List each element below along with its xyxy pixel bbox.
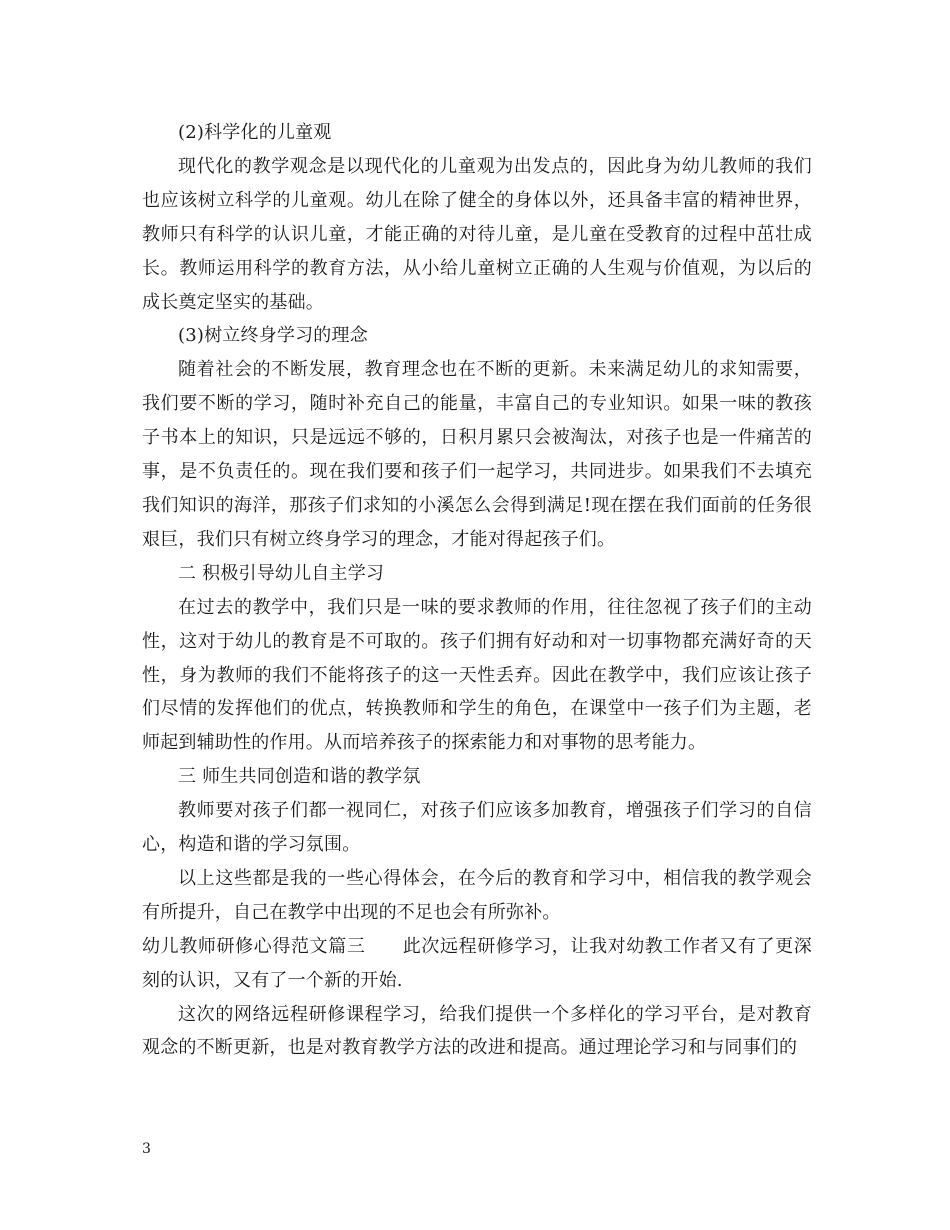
paragraph-summary: 以上这些都是我的一些心得体会，在今后的教育和学习中，相信我的教学观会有所提升，自己在教学中出现的不足也会有所弥补。 <box>142 867 812 923</box>
paragraph-lifelong-learning: 随着社会的不断发展，教育理念也在不断的更新。未来满足幼儿的求知需要，我们要不断的学习，随时补充自己的能量，丰富自己的专业知识。如果一味的教孩子书本上的知识，只是远远不够的，日积月累只会被淘汰，对孩子也是一件痛苦的事，是不负责任的。现在我们要和孩子们一起学习，共同进步。如果我们不去填充我们知识的海洋，那孩子们求知的小溪怎么会得到满足!现在摆在我们面前的任务很艰巨，我们只有树立终身学习的理念，才能对得起孩子们。 <box>142 359 812 550</box>
paragraph-child-view: 现代化的教学观念是以现代化的儿童观为出发点的，因此身为幼儿教师的我们也应该树立科学的儿童观。幼儿在除了健全的身体以外，还具备丰富的精神世界，教师只有科学的认识儿童，才能正确的对待儿童，是儿童在受教育的过程中茁壮成长。教师运用科学的教育方法，从小给儿童树立正确的人生观与价值观，为以后的成长奠定坚实的基础。 <box>142 155 812 313</box>
paragraph-remote-training: 这次的网络远程研修课程学习，给我们提供一个多样化的学习平台，是对教育观念的不断更新，也是对教育教学方法的改进和提高。通过理论学习和与同事们的 <box>142 1003 812 1059</box>
heading-self-learning: 二 积极引导幼儿自主学习 <box>178 562 385 584</box>
paragraph-article-three-intro: 幼儿教师研修心得范文篇三 此次远程研修学习，让我对幼教工作者又有了更深刻的认识，又有了一个新的开始. <box>142 935 812 991</box>
heading-lifelong-learning: (3)树立终身学习的理念 <box>178 325 368 347</box>
paragraph-self-learning: 在过去的教学中，我们只是一味的要求教师的作用，往往忽视了孩子们的主动性，这对于幼儿的教育是不可取的。孩子们拥有好动和对一切事物都充满好奇的天性，身为教师的我们不能将孩子的这一天性丢弃。因此在教学中，我们应该让孩子们尽情的发挥他们的优点，转换教师和学生的角色，在课堂中一孩子们为主题，老师起到辅助性的作用。从而培养孩子的探索能力和对事物的思考能力。 <box>142 596 812 754</box>
heading-harmonious-atmosphere: 三 师生共同创造和谐的教学氛 <box>178 766 421 788</box>
paragraph-harmonious-atmosphere: 教师要对孩子们都一视同仁，对孩子们应该多加教育，增强孩子们学习的自信心，构造和谐的学习氛围。 <box>142 800 812 856</box>
document-body <box>142 116 812 1065</box>
heading-child-view: (2)科学化的儿童观 <box>178 122 332 143</box>
page-number: 3 <box>142 1141 151 1157</box>
